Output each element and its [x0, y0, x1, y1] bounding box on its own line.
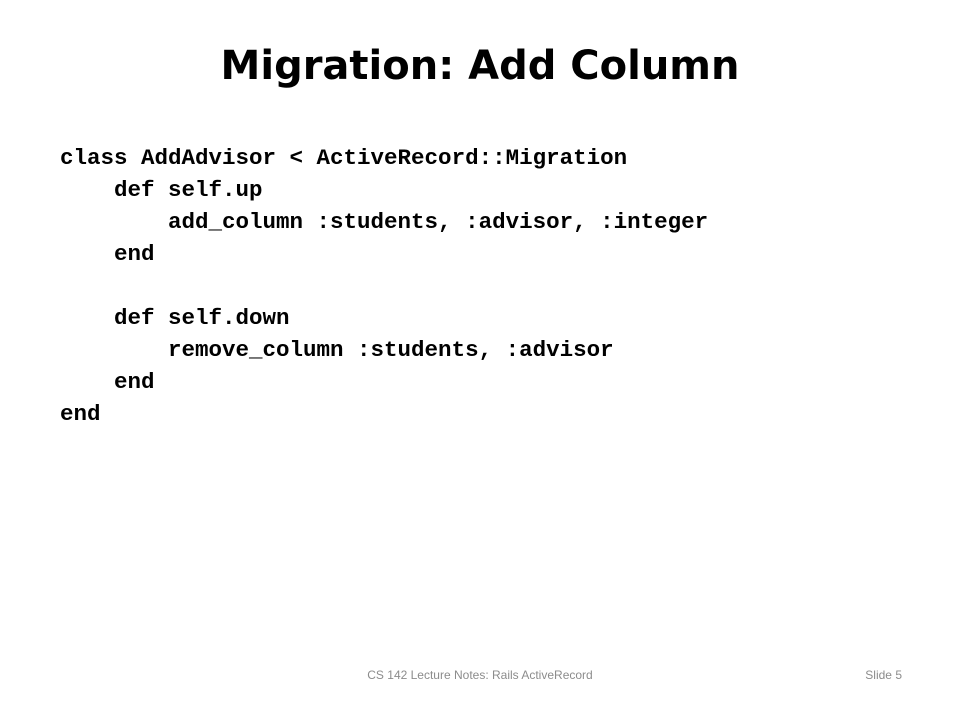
code-line: def self.down [60, 305, 290, 331]
code-line: remove_column :students, :advisor [60, 337, 614, 363]
slide-title: Migration: Add Column [220, 43, 740, 89]
code-line: add_column :students, :advisor, :integer [60, 209, 709, 235]
code-line: def self.up [60, 177, 263, 203]
footer-course-title: CS 142 Lecture Notes: Rails ActiveRecord [367, 668, 593, 682]
code-line: class AddAdvisor < ActiveRecord::Migration [60, 145, 628, 171]
code-line: end [60, 369, 155, 395]
code-line: end [60, 401, 101, 427]
code-line: end [60, 241, 155, 267]
code-block [60, 142, 708, 430]
footer-slide-number: Slide 5 [865, 668, 902, 682]
code-line [60, 270, 708, 302]
